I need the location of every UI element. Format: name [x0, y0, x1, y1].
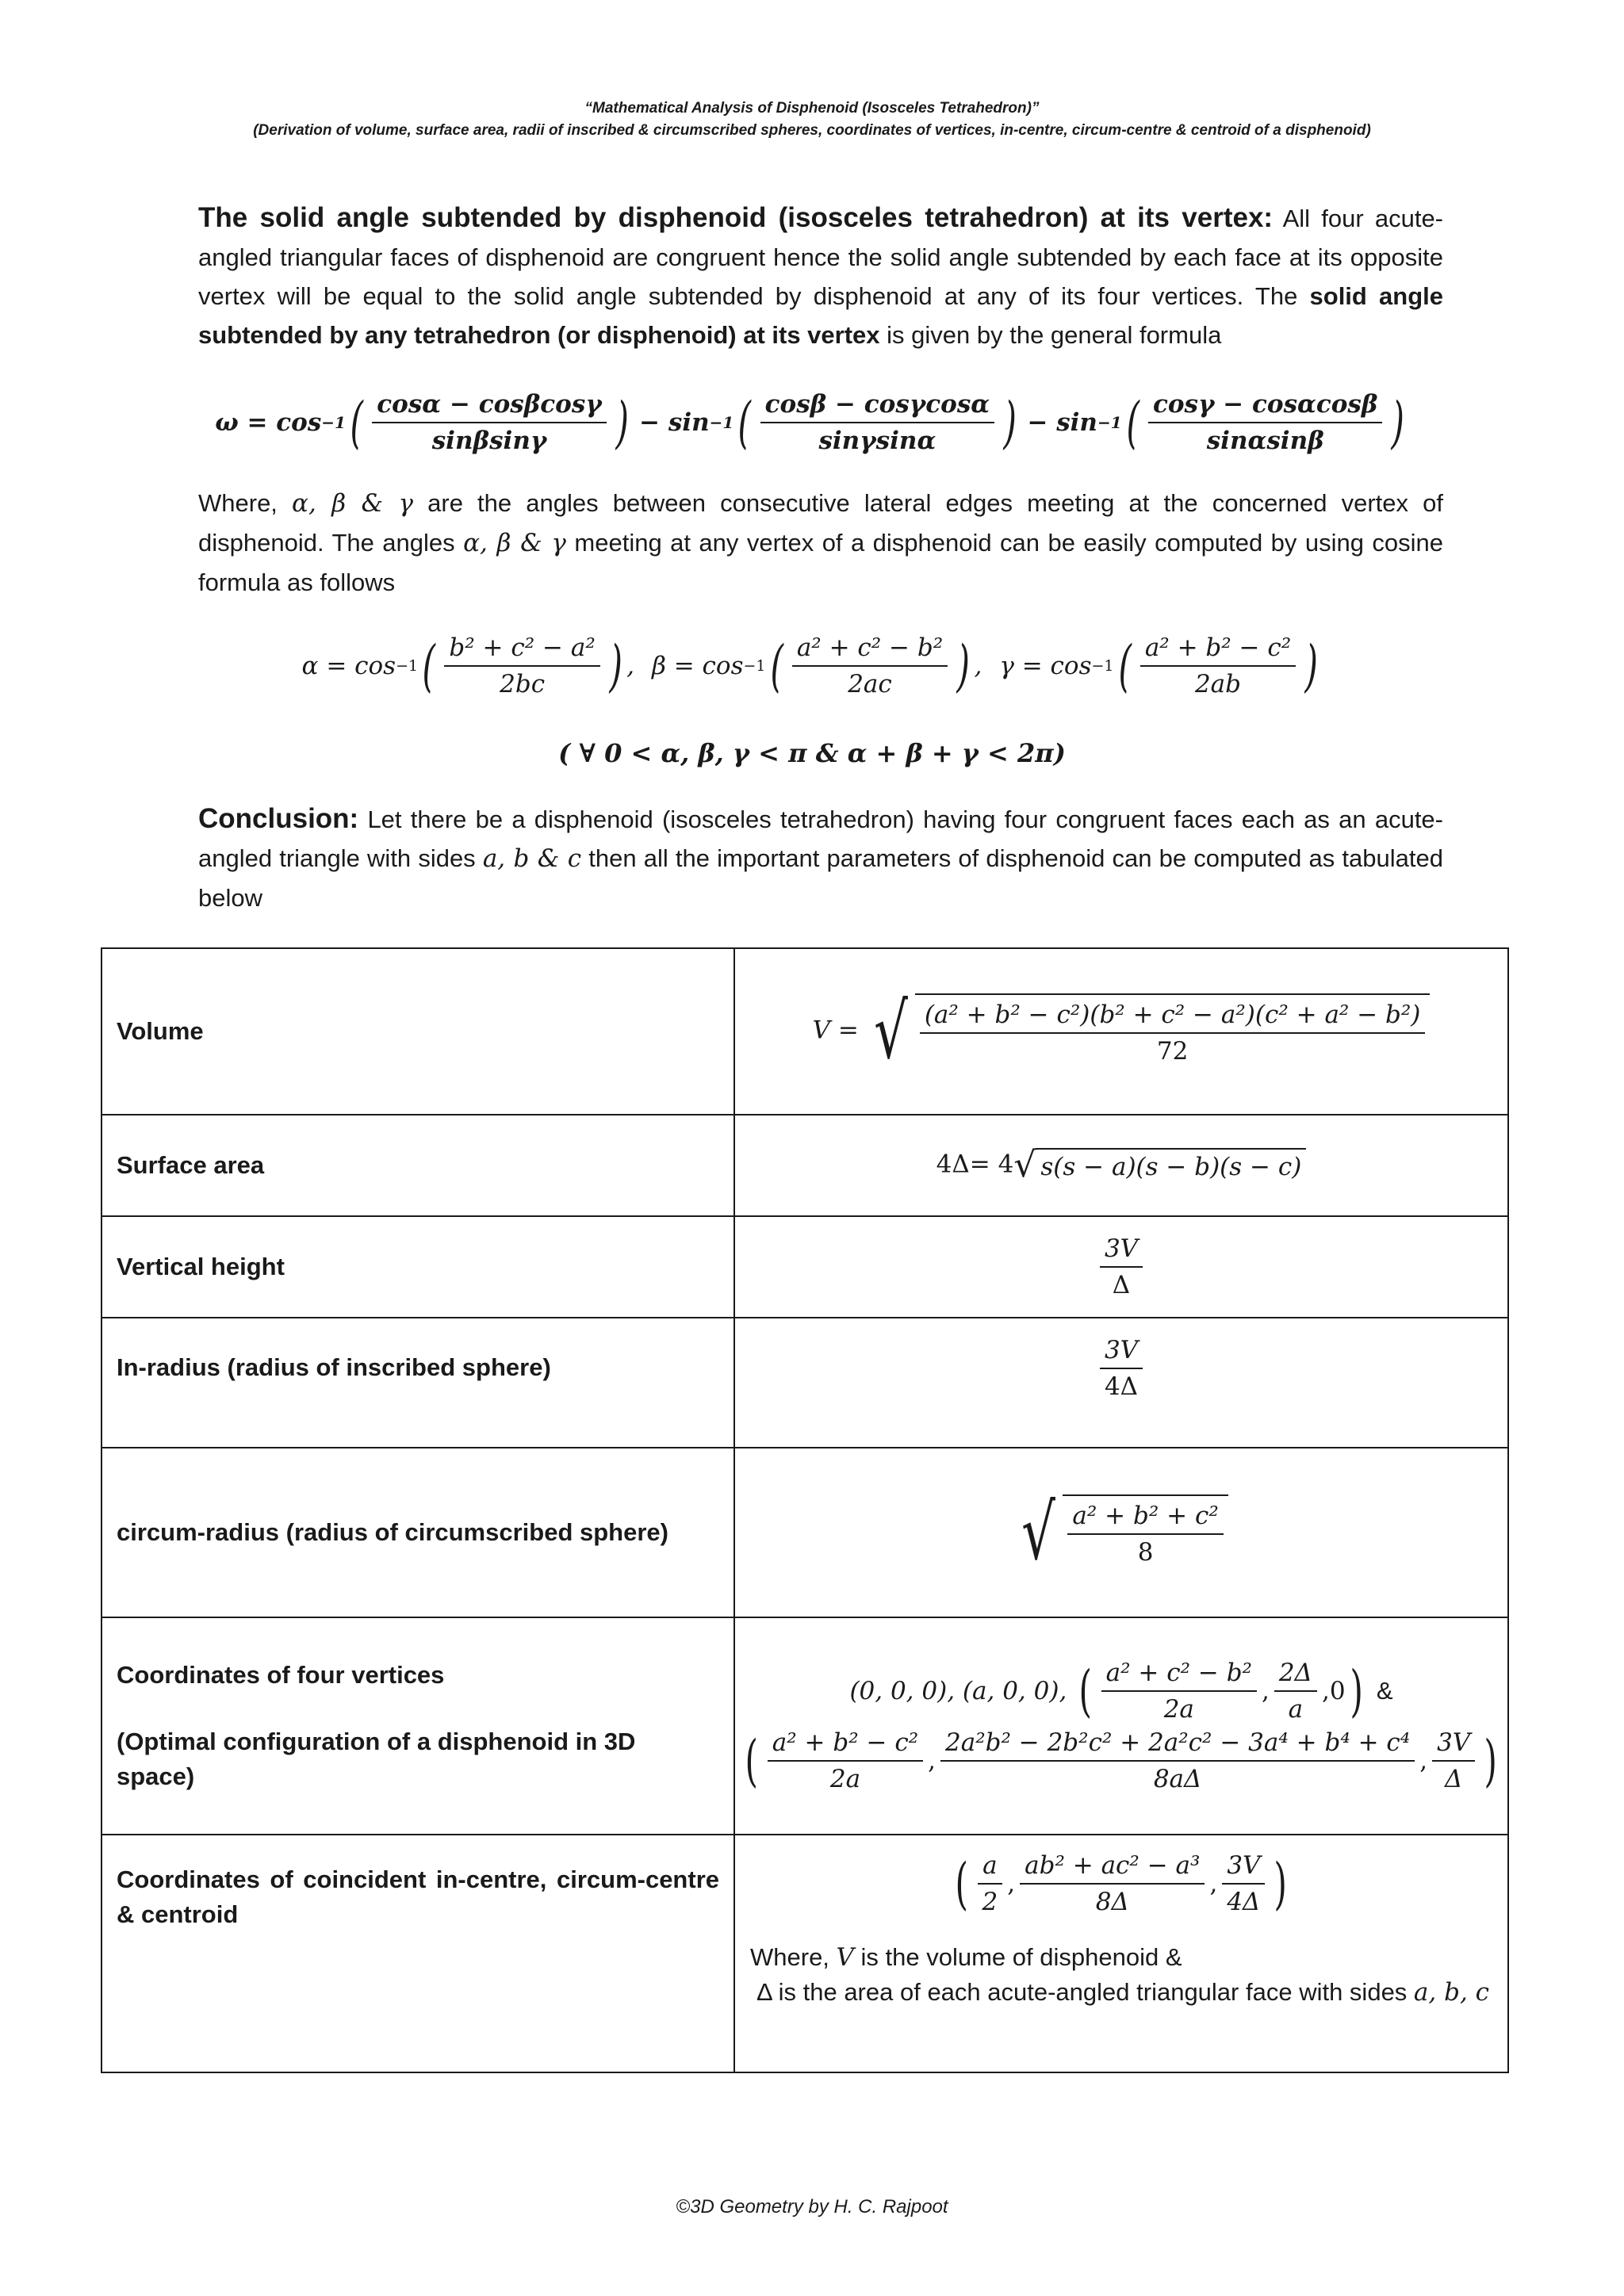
radical-icon: √ — [1021, 1488, 1056, 1577]
inverse-sup: −1 — [743, 657, 766, 675]
document-title: “Mathematical Analysis of Disphenoid (Isosceles Tetrahedron)” — [584, 100, 1040, 117]
comma: , — [1007, 1869, 1016, 1898]
beta-num: a² + c² − b² — [792, 633, 948, 667]
comma: , — [1419, 1747, 1428, 1775]
inverse-sup: −1 — [709, 413, 734, 432]
solid-angle-text-2: is given by the general formula — [879, 321, 1222, 349]
volume-formula — [734, 948, 1508, 1115]
v3-x-den: 2a — [1163, 1695, 1194, 1724]
term2-den: sinγsinα — [818, 427, 936, 455]
centre-formula — [734, 1835, 1508, 2072]
conclusion-paragraph — [198, 799, 1443, 917]
alpha-num: b² + c² − a² — [444, 633, 599, 667]
height-den: Δ — [1112, 1271, 1131, 1299]
separator: , — [626, 652, 634, 680]
comma: , — [928, 1747, 936, 1775]
circumradius-label: circum-radius (radius of circumscribed sphere) — [102, 1448, 734, 1617]
conclusion-text-a: Let there be a disphenoid (isosceles tetrahedron) having four congruent faces each as an acute-angled triangle with sides — [198, 806, 1443, 872]
comma: , — [1261, 1677, 1270, 1705]
radical-icon: √ — [873, 987, 908, 1076]
where-vars-2: α, β & γ — [463, 529, 566, 557]
table-row — [102, 1216, 1508, 1318]
inradius-formula — [734, 1318, 1508, 1448]
radical-icon: √ — [1013, 1145, 1036, 1185]
paren-open-icon: ( — [769, 633, 783, 698]
paren-open-icon: ( — [1126, 390, 1139, 455]
centre-x-den: 2 — [982, 1888, 998, 1916]
circum-num: a² + b² + c² — [1067, 1502, 1223, 1535]
paren-close-icon: ) — [956, 633, 971, 698]
conclusion-sides: a, b & c — [482, 844, 582, 873]
inradius-den: 4Δ — [1104, 1372, 1139, 1401]
volume-lhs: V = — [812, 1016, 859, 1045]
gamma-num: a² + b² − c² — [1140, 633, 1296, 667]
table-row — [102, 1448, 1508, 1617]
separator: , — [974, 652, 982, 680]
note-text-2a: Δ is the area of each acute-angled triangular face with sides — [756, 1978, 1414, 2006]
paren-open-icon: ( — [422, 633, 435, 698]
conclusion-heading: Conclusion: — [198, 803, 359, 834]
note-var-v: V — [836, 1943, 854, 1972]
volume-label: Volume — [102, 948, 734, 1115]
circumradius-formula — [734, 1448, 1508, 1617]
volume-den: 72 — [1156, 1037, 1189, 1066]
solid-angle-text-1: All four acute-angled triangular faces of disphenoid are congruent hence the solid angle subtended by each face at its opposite vertex will be equal to the solid angle subtended by disphenoid at any of its four vertices. The — [198, 205, 1444, 310]
document-subtitle: (Derivation of volume, surface area, radii of inscribed & circumscribed spheres, coordinates of vertices, in-centre, circum-centre & centroid of a disphenoid) — [253, 122, 1371, 139]
paren-close-icon: ) — [1274, 1851, 1288, 1916]
note-var-sides: a, b, c — [1413, 1978, 1490, 2007]
paren-open-icon: ( — [955, 1851, 969, 1916]
conclusion-text-b: then all the important parameters of disphenoid can be computed as tabulated below — [198, 844, 1443, 912]
surface-area-formula — [734, 1115, 1508, 1216]
parameters-table — [101, 947, 1509, 2073]
inverse-sup: −1 — [396, 657, 419, 675]
v4-z-den: Δ — [1444, 1765, 1463, 1793]
paren-close-icon: ) — [1391, 390, 1405, 455]
vertices-label-1: Coordinates of four vertices — [117, 1661, 445, 1689]
angle-constraint: ( ∀ 0 < α, β, γ < π & α + β + γ < 2π) — [558, 738, 1066, 768]
v3-y-den: a — [1288, 1695, 1304, 1724]
table-row — [102, 1318, 1508, 1448]
term3-num: cosγ − cosαcosβ — [1148, 390, 1382, 423]
centre-y-num: ab² + ac² − a³ — [1020, 1851, 1205, 1885]
v4-z-num: 3V — [1432, 1728, 1475, 1762]
inverse-sup: −1 — [1091, 657, 1114, 675]
term2-num: cosβ − cosγcosα — [760, 390, 994, 423]
centre-coordinates — [736, 1851, 1507, 1916]
surface-sqrt — [1013, 1145, 1306, 1185]
where-paragraph — [198, 484, 1443, 602]
v3-x-num: a² + c² − b² — [1101, 1659, 1257, 1692]
where-vars-1: α, β & γ — [292, 489, 413, 518]
paren-open-icon: ( — [350, 390, 363, 455]
centre-z-den: 4Δ — [1227, 1888, 1261, 1916]
comma: , — [1209, 1869, 1218, 1898]
term1-fraction — [372, 390, 606, 455]
circum-sqrt — [1014, 1488, 1228, 1577]
height-num: 3V — [1100, 1234, 1143, 1268]
term3-fraction — [1148, 390, 1382, 455]
solid-angle-formula — [0, 379, 1624, 466]
term1-num: cosα − cosβcosγ — [372, 390, 606, 423]
solid-angle-heading: The solid angle subtended by disphenoid (isosceles tetrahedron) at its vertex: — [198, 202, 1274, 233]
minus-sin-2: − sin — [1027, 408, 1097, 437]
vertical-height-formula — [734, 1216, 1508, 1318]
paren-open-icon: ( — [1117, 633, 1132, 698]
centre-z-num: 3V — [1222, 1851, 1265, 1885]
vertices-label-2: (Optimal configuration of a disphenoid in 3D space) — [117, 1728, 636, 1790]
minus-sin-1: − sin — [639, 408, 710, 437]
paren-open-icon: ( — [1078, 1659, 1093, 1724]
paren-close-icon: ) — [1003, 390, 1017, 455]
inverse-sup: −1 — [321, 413, 346, 432]
alpha-lhs: α = cos — [301, 652, 396, 680]
volume-sqrt — [867, 987, 1431, 1076]
centre-label: Coordinates of coincident in-centre, circum-centre & centroid — [102, 1835, 734, 2072]
vertices-line-2 — [736, 1728, 1507, 1793]
gamma-fraction — [1140, 633, 1296, 698]
solid-angle-bold: solid angle subtended by any tetrahedron (or disphenoid) at its vertex — [198, 282, 1444, 349]
comma: , — [1321, 1677, 1330, 1705]
note-text-1b: is the volume of disphenoid & — [853, 1943, 1182, 1971]
term1-den: sinβsinγ — [431, 427, 547, 455]
gamma-den: 2ab — [1194, 670, 1242, 698]
table-row — [102, 1115, 1508, 1216]
inradius-num: 3V — [1100, 1336, 1143, 1369]
note-text-1a: Where, — [750, 1943, 837, 1971]
v4-y-num: 2a²b² − 2b²c² + 2a²c² − 3a⁴ + b⁴ + c⁴ — [940, 1728, 1415, 1762]
footer: ©3D Geometry by H. C. Rajpoot — [676, 2196, 948, 2218]
gamma-lhs: γ = cos — [999, 652, 1092, 680]
paren-open-icon: ( — [737, 390, 752, 455]
paren-close-icon: ) — [1304, 633, 1319, 698]
vertices-line-1 — [736, 1659, 1507, 1724]
solid-angle-paragraph — [198, 198, 1443, 354]
vertices-formula — [734, 1617, 1508, 1835]
inradius-label: In-radius (radius of inscribed sphere) — [102, 1318, 734, 1448]
where-text-1: Where, — [198, 489, 293, 517]
alpha-fraction — [444, 633, 599, 698]
paren-close-icon: ) — [609, 633, 622, 698]
v3-z: 0 — [1329, 1677, 1346, 1705]
circum-den: 8 — [1137, 1538, 1154, 1567]
centre-x-num: a — [978, 1851, 1002, 1885]
beta-den: 2ac — [848, 670, 892, 698]
paren-close-icon: ) — [615, 390, 629, 455]
term3-den: sinαsinβ — [1206, 427, 1324, 455]
table-row — [102, 1835, 1508, 2072]
surface-area-label: Surface area — [102, 1115, 734, 1216]
volume-num: (a² + b² − c²)(b² + c² − a²)(c² + a² − b²) — [920, 1001, 1426, 1034]
v4-y-den: 8aΔ — [1153, 1765, 1202, 1793]
v4-x-den: 2a — [829, 1765, 861, 1793]
paren-close-icon: ) — [1484, 1728, 1498, 1793]
surface-lhs: 4Δ= 4 — [936, 1150, 1014, 1179]
v4-x-num: a² + b² − c² — [768, 1728, 923, 1762]
where-text-2: are the angles between consecutive lateral edges meeting at the concerned vertex of disphenoid. The angles — [198, 489, 1443, 557]
vertical-height-label: Vertical height — [102, 1216, 734, 1318]
centre-note — [736, 1916, 1507, 2026]
paren-open-icon: ( — [745, 1728, 759, 1793]
beta-fraction — [792, 633, 948, 698]
centre-y-den: 8Δ — [1095, 1888, 1129, 1916]
surface-radicand: s(s − a)(s − b)(s − c) — [1036, 1148, 1306, 1183]
vertices-label — [102, 1617, 734, 1835]
where-text-3: meeting at any vertex of a disphenoid can be easily computed by using cosine formula as follows — [198, 529, 1443, 596]
table-row — [102, 948, 1508, 1115]
omega-lhs: ω = cos — [215, 408, 322, 437]
alpha-den: 2bc — [500, 670, 546, 698]
cosine-formula — [0, 626, 1624, 706]
vertices-first-two: (0, 0, 0), (a, 0, 0), — [849, 1677, 1067, 1705]
paren-close-icon: ) — [1350, 1659, 1363, 1724]
ampersand: & — [1376, 1677, 1393, 1705]
inverse-sup: −1 — [1097, 413, 1122, 432]
table-row — [102, 1617, 1508, 1835]
beta-lhs: β = cos — [651, 652, 744, 680]
v3-y-num: 2Δ — [1274, 1659, 1317, 1692]
term2-fraction — [760, 390, 994, 455]
